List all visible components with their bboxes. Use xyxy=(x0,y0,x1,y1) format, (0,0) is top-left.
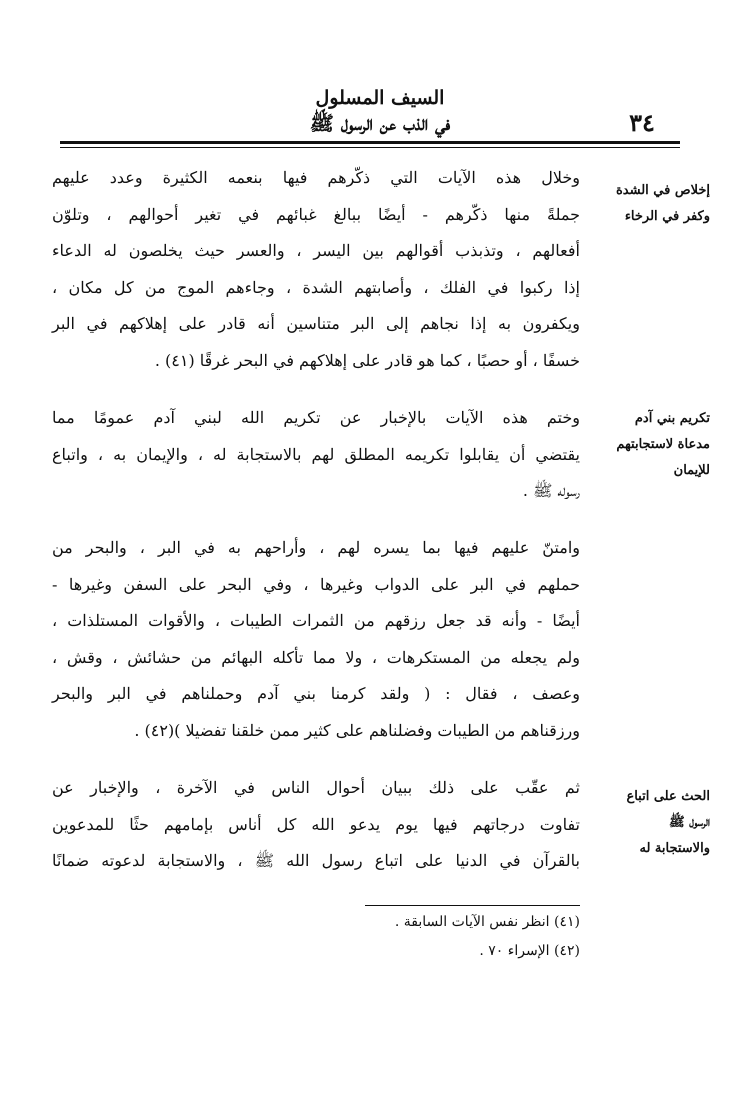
text-line: جملةً منها ذكّرهم - أيضًا ببالغ غبائهم في تغير أحوالهم ، وتلوّن xyxy=(52,204,580,224)
page-number: ٣٤ xyxy=(629,108,655,137)
side-note-line: الحث على اتباع xyxy=(626,789,710,804)
running-head-line-1: السيف المسلول xyxy=(315,87,445,109)
text-line: حملهم في البر على الدواب وغيرها ، وفي البحر على السفن وغيرها - xyxy=(52,574,580,594)
text-line: يقتضي أن يقابلوا تكريمه المطلق لهم بالاستجابة له ، والإيمان به ، واتباع xyxy=(52,444,580,464)
paragraph-1 xyxy=(52,160,580,379)
side-note-line: للإيمان xyxy=(673,463,710,478)
text-line: إذا ركبوا في الفلك ، وأصابتهم الشدة ، وجاءهم الموج من كل مكان ، xyxy=(52,277,580,297)
text-line: بالقرآن في الدنيا على اتباع رسول الله ﷺ ، والاستجابة لدعوته ضمانًا xyxy=(52,851,580,870)
running-head xyxy=(260,86,500,136)
running-head-line-2: في الذب عن الرسول ﷺ xyxy=(309,111,451,135)
text-line: وعصف ، فقال : ( ولقد كرمنا بني آدم وحملناهم في البر والبحر xyxy=(52,684,580,703)
text-line: وخلال هذه الآيات التي ذكّرهم فيها بنعمه الكثيرة وعدد عليهم xyxy=(52,168,580,187)
side-note-line: تكريم بني آدم xyxy=(634,411,710,426)
text-line: تفاوت درجاتهم فيها يوم يدعو الله كل أناس بإمامهم حثًا للمدعوين xyxy=(52,814,580,834)
footnote-41: (٤١) انظر نفس الآيات السابقة . xyxy=(394,914,580,930)
side-note-line: إخلاص في الشدة xyxy=(615,183,710,198)
paragraph-2 xyxy=(52,400,580,510)
side-note-line: الرسول ﷺ xyxy=(669,815,710,830)
text-line: وختم هذه الآيات بالإخبار عن تكريم الله لبني آدم عمومًا مما xyxy=(52,408,580,427)
side-note-2 xyxy=(590,406,710,484)
text-line: رسوله ﷺ . xyxy=(522,481,580,500)
text-line: ويكفرون به إذا نجاهم إلى البر متناسين أنه قادر على إهلاكهم في البر xyxy=(52,314,580,333)
footnote-42: (٤٢) الإسراء ٧٠ . xyxy=(479,943,580,959)
side-note-1 xyxy=(590,178,710,230)
text-line: خسفًا ، أو حصبًا ، كما هو قادر على إهلاكهم في البحر غرقًا (٤١) . xyxy=(154,350,580,370)
side-note-line: مدعاة لاستجابتهم xyxy=(616,437,710,452)
header-rule-thin xyxy=(60,147,680,148)
side-note-line: والاستجابة له xyxy=(639,841,710,856)
side-note-3 xyxy=(590,784,710,862)
text-line: ورزقناهم من الطيبات وفضلناهم على كثير ممن خلقنا تفضيلا )(٤٢) . xyxy=(134,720,580,740)
paragraph-3 xyxy=(52,530,580,749)
side-note-line: وكفر في الرخاء xyxy=(624,209,710,224)
text-line: وامتنّ عليهم فيها بما يسره لهم ، وأراحهم به في البر ، والبحر من xyxy=(52,538,581,557)
text-line: أفعالهم ، وتذبذب أقوالهم بين اليسر ، والعسر حيث يخلصون له الدعاء xyxy=(52,241,580,260)
paragraph-4 xyxy=(52,770,580,880)
text-line: ولم يجعله من المستكرهات ، ولا مما تأكله البهائم من حشائش ، وقش ، xyxy=(52,647,580,667)
header-rule-thick xyxy=(60,141,680,144)
text-line: أيضًا - وأنه قد جعل رزقهم من الثمرات الطيبات ، والأقوات المستلذات ، xyxy=(52,611,580,630)
text-line: ثم عقّب على ذلك ببيان أحوال الناس في الآخرة ، والإخبار عن xyxy=(52,778,580,797)
footnote-rule xyxy=(365,905,580,906)
